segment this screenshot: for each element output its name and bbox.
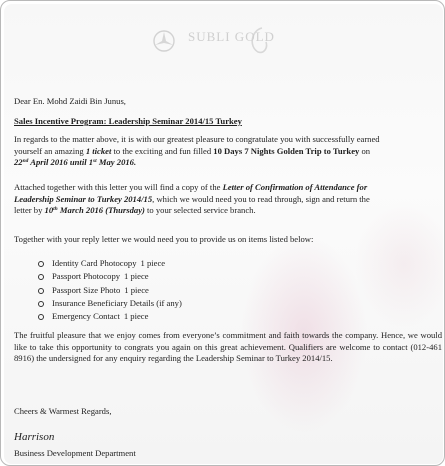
salutation: Dear En. Mohd Zaidi Bin Junus,: [14, 96, 126, 106]
list-item: Emergency Contact 1 piece: [38, 310, 186, 323]
paragraph-closing-remarks: The fruitful pleasure that we enjoy comes from everyone’s commitment and faith towards the company. Hence, we would like to take this opportunity to congrats you again on this great achievement. Qualifiers are welcome to contact (012-461 8916) the undersigned for any enquiry regarding the Leadership Seminar to Turkey 2014/15.: [14, 330, 442, 363]
bullet-icon: [38, 301, 44, 307]
list-item: Passport Photocopy 1 piece: [38, 270, 186, 283]
return-deadline: 10th March 2016 (Thursday): [44, 205, 145, 215]
paragraph-attachment: Attached together with this letter you will find a copy of the Letter of Confirmation of Attendance for Leadership Seminar to Turkey 2014/15, which we would need you to read through, sign and return the letter by 10th March 2016 (Thursday) to your selected service branch.: [14, 182, 370, 215]
closing-line: Cheers & Warmest Regards,: [14, 406, 112, 416]
trip-dates: 22nd April 2016 until 1st May 2016.: [14, 157, 137, 167]
list-item: Passport Size Photo 1 piece: [38, 284, 186, 297]
letter-subject: Sales Incentive Program: Leadership Seminar 2014/15 Turkey: [14, 116, 242, 126]
bullet-icon: [38, 274, 44, 280]
bullet-icon: [38, 261, 44, 267]
company-logo: [144, 24, 314, 58]
trip-name: 10 Days 7 Nights Golden Trip to Turkey: [213, 145, 360, 156]
paragraph-items-intro: Together with your reply letter we would need you to provide us on items listed below:: [14, 234, 314, 244]
signature: Harrison: [14, 431, 55, 443]
department-name: Business Development Department: [14, 448, 136, 458]
ticket-count: 1 ticket: [85, 145, 112, 156]
bullet-icon: [38, 288, 44, 294]
bullet-icon: [38, 314, 44, 320]
paragraph-award: In regards to the matter above, it is with our greatest pleasure to congratulate you with successfully earned yourself an amazing 1 ticket to the exciting and fun filled 10 Days 7 Nights Golden Trip to Turkey on 22nd April 2016 until 1st May 2016.: [14, 134, 380, 167]
logo-text: SUBLI GOLD: [188, 29, 275, 44]
list-item: Identity Card Photocopy 1 piece: [38, 257, 186, 270]
required-items-list: [38, 257, 186, 323]
letter-paper: [4, 4, 443, 464]
list-item: Insurance Beneficiary Details (if any): [38, 297, 186, 310]
